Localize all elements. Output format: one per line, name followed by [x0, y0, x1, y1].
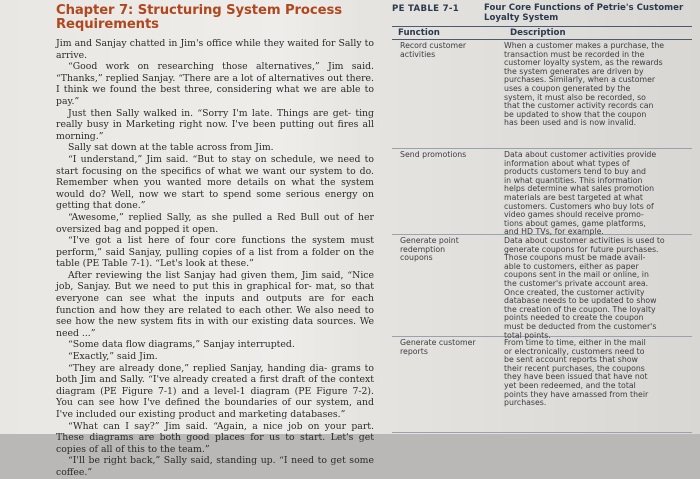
- chapter-title: [56, 4, 374, 32]
- table-title-line2: Loyalty System: [484, 12, 559, 23]
- description-cell: Data about customer activities provide information about what types of products customers tend to buy and in what quantities. This information helps determine what sales promotion materials are best targeted at what customers. Customers who buy lots of video games should receive promo- tions about games, game platforms, and HD TVs, for example.: [504, 150, 657, 237]
- table-row: [392, 235, 692, 340]
- table-label: PE TABLE 7-1: [392, 4, 460, 14]
- chapter-title-line1: Chapter 7: Structuring System Process: [56, 3, 342, 18]
- function-cell: Generate point redemption coupons: [400, 236, 459, 263]
- paragraph: Just then Sally walked in. “Sorry I'm late. Things are get- ting really busy in Marketing right now. I've been putting out fires all morning.”: [56, 107, 374, 142]
- table-title-line1: Four Core Functions of Petrie's Customer: [484, 3, 684, 13]
- paragraph: “Exactly,” said Jim.: [68, 351, 158, 363]
- description-cell: From time to time, either in the mail or electronically, customers need to be sent account reports that show their recent purchases, the coupons they have been issued that have not yet been redeemed, and the total points they have amassed from their purchases.: [504, 338, 649, 408]
- description-cell: When a customer makes a purchase, the transaction must be recorded in the customer loyalty system, as the rewards the system generates are driven by purchases. Similarly, when a customer uses a coupon generated by the system, it must also be recorded, so that the customer activity records can be updated to show that the coupon has been used and is now invalid.: [504, 41, 665, 128]
- table-column: [392, 4, 692, 433]
- paragraph: “They are already done,” replied Sanjay, handing dia- grams to both Jim and Sally. “I've already created a first draft of the context diagram (PE Figure 7-1) and a level-1 diagram (PE Figure 7-2). You can see how I've defined the boundaries of our system, and I've included our existing product and marketing databases.”: [56, 362, 374, 420]
- paragraph: “Good work on researching those alternatives,” Jim said. “Thanks,” replied Sanjay. “There are a lot of alternatives out there. I think we found the best three, considering what we are able to pay.”: [56, 61, 374, 107]
- description-cell: Data about customer activities is used to generate coupons for future purchases. Those coupons must be made avail- able to customers, either as paper coupons sent in the mail or online, in the customer's private account area. Once created, the customer activity database needs to be updated to show the creation of the coupon. The loyalty points needed to create the coupon must be deducted from the customer's total points.: [504, 236, 665, 340]
- paragraph: “I understand,” Jim said. “But to stay on schedule, we need to start focusing on the specifics of what we want our system to do. Remember when you wanted more details on what the system would do? Well, now we start to spend some serious energy on getting that done.”: [56, 153, 374, 212]
- header-function: Function: [398, 28, 440, 38]
- paragraph: “What can I say?” Jim said. “Again, a nice job on your part. These diagrams are both good places for us to start. Let's get copies of all of this to the team.”: [56, 420, 374, 455]
- chapter-title-line2: Requirements: [56, 17, 159, 32]
- header-description: Description: [510, 28, 566, 38]
- table-caption: [392, 4, 692, 23]
- function-cell: Record customer activities: [400, 41, 467, 59]
- paragraph: “Some data flow diagrams,” Sanjay interrupted.: [68, 339, 295, 351]
- table-row: [392, 149, 692, 235]
- paragraph: “I've got a list here of four core functions the system must perform,” said Sanjay, pulling copies of a list from a folder on the table (PE Table 7-1). “Let's look at these.”: [56, 235, 374, 270]
- table-title: [484, 4, 684, 23]
- table-header: [392, 26, 692, 40]
- table-row: [392, 337, 692, 433]
- paragraph: Sally sat down at the table across from Jim.: [68, 142, 274, 154]
- table-row: [392, 40, 692, 149]
- narrative-column: [56, 4, 374, 479]
- table-body: [392, 40, 692, 433]
- function-cell: Send promotions: [400, 150, 467, 159]
- paragraph: After reviewing the list Sanjay had given them, Jim said, “Nice job, Sanjay. But we need to put this in graphical for- mat, so that everyone can see what the inputs and outputs are for each function and how they are related to each other. We also need to see how the new system fits in with our existing data sources. We need ...”: [56, 269, 374, 339]
- body-text: [56, 38, 374, 479]
- paragraph: “Awesome,” replied Sally, as she pulled a Red Bull out of her oversized bag and popped it open.: [56, 211, 374, 235]
- paragraph: “I'll be right back,” Sally said, standing up. “I need to get some coffee.”: [56, 455, 374, 478]
- function-cell: Generate customer reports: [400, 338, 476, 356]
- paragraph: Jim and Sanjay chatted in Jim's office while they waited for Sally to arrive.: [56, 38, 374, 61]
